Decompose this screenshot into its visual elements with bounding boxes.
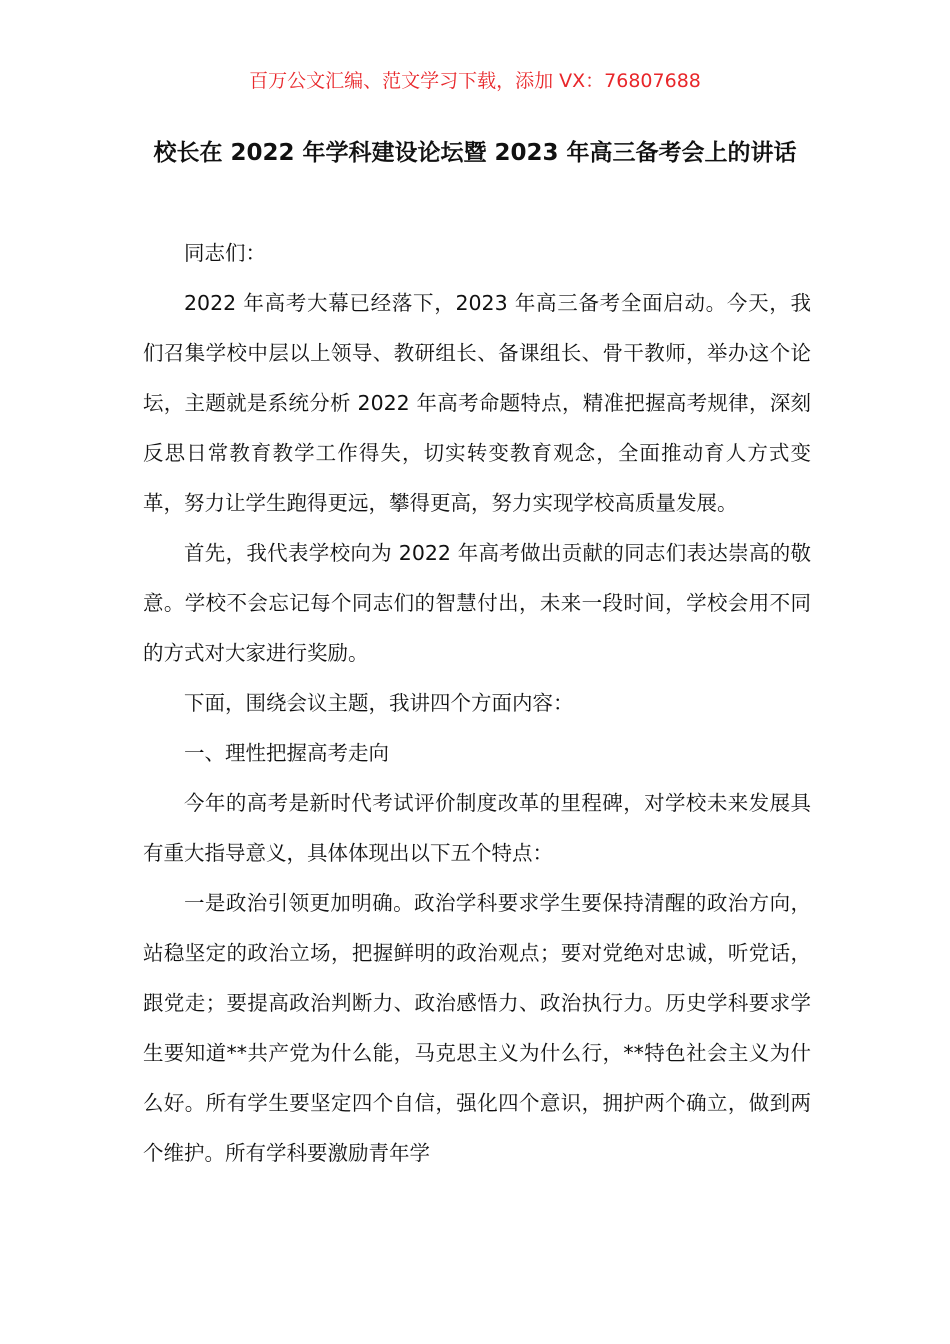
promo-notice-text: 百万公文汇编、范文学习下载，添加 VX：76807688 [249,70,701,92]
section-heading: 一、理性把握高考走向 [184,741,389,765]
body-paragraph: 2022 年高考大幕已经落下，2023 年高三备考全面启动。今天，我们召集学校中层以上领导、教研组长、备课组长、骨干教师，举办这个论坛，主题就是系统分析 2022 年高考命题特点，精准把握高考规律，深刻反思日常教育教学工作得失，切实转变教育观念，全面推动育人方式变革，努力让学生跑得更远，攀得更高，努力实现学校高质量发展。 [143,291,811,515]
document-title: 校长在 2022 年学科建设论坛暨 2023 年高三备考会上的讲话 [153,140,797,166]
body-paragraph: 首先，我代表学校向为 2022 年高考做出贡献的同志们表达崇高的敬意。学校不会忘记每个同志们的智慧付出，未来一段时间，学校会用不同的方式对大家进行奖励。 [143,541,811,665]
body-paragraph: 今年的高考是新时代考试评价制度改革的里程碑，对学校未来发展具有重大指导意义，具体体现出以下五个特点： [143,791,811,865]
promo-header [0,66,950,96]
body-paragraph: 下面，围绕会议主题，我讲四个方面内容： [184,691,574,715]
body-paragraph: 一是政治引领更加明确。政治学科要求学生要保持清醒的政治方向，站稳坚定的政治立场，把握鲜明的政治观点；要对党绝对忠诚，听党话，跟党走；要提高政治判断力、政治感悟力、政治执行力。历史学科要求学生要知道**共产党为什么能，马克思主义为什么行，**特色社会主义为什么好。所有学生要坚定四个自信，强化四个意识，拥护两个确立，做到两个维护。所有学科要激励青年学 [143,891,811,1165]
document-body [143,228,811,1178]
salutation: 同志们： [184,241,266,265]
